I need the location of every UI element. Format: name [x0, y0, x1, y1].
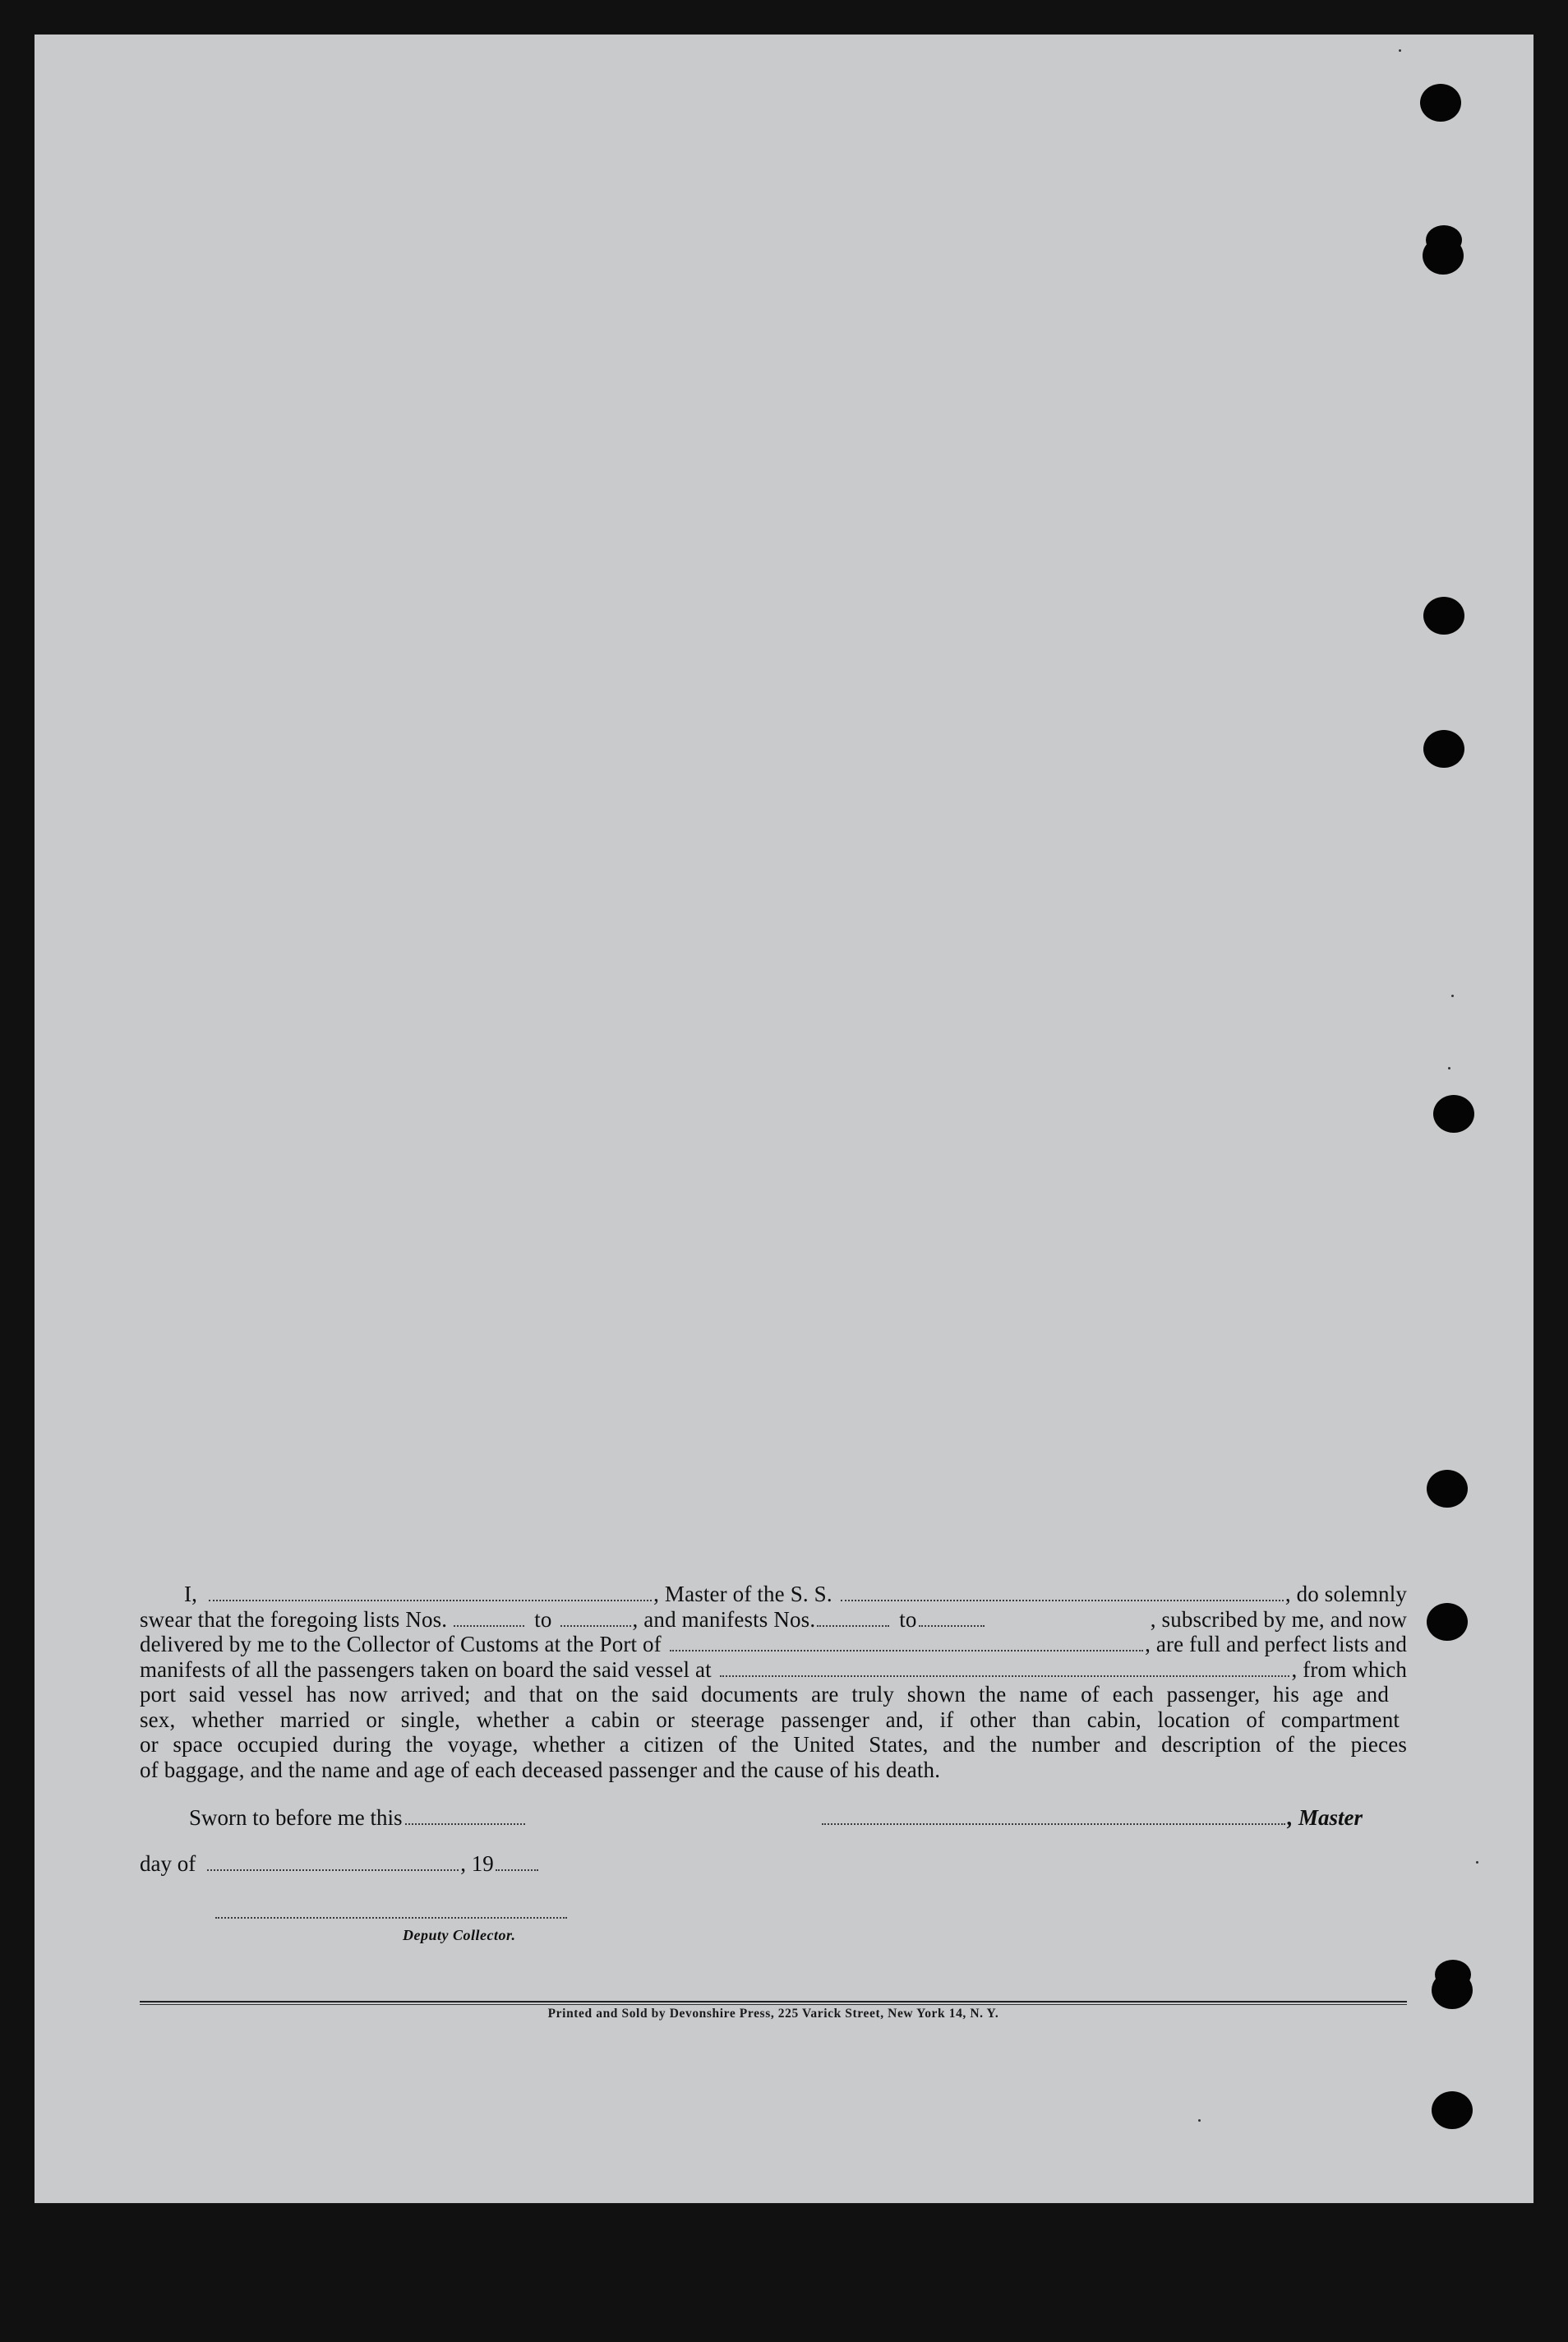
oath-text: sex, whether married or single, whether a cabin or steerage passenger and, if other than cabin, location of compartment — [140, 1707, 1400, 1732]
vessel-blank — [841, 1600, 1284, 1601]
oath-line — [140, 1707, 1407, 1733]
deputy-collector-label: Deputy Collector. — [403, 1927, 516, 1943]
printer-imprint: Printed and Sold by Devonshire Press, 225 Varick Street, New York 14, N. Y. — [547, 2007, 999, 2021]
departure-port-blank — [720, 1675, 1290, 1677]
oath-text: of baggage, and the name and age of each deceased passenger and the cause of his death. — [140, 1757, 941, 1782]
binder-hole — [1423, 597, 1464, 635]
list-from-blank — [454, 1625, 524, 1627]
oath-line — [140, 1632, 1407, 1657]
date-row — [140, 1851, 540, 1877]
oath-line — [140, 1657, 1407, 1683]
oath-line — [140, 1758, 1407, 1783]
oath-line — [140, 1682, 1407, 1707]
oath-text: to — [899, 1606, 917, 1632]
binder-hole — [1420, 84, 1461, 122]
scan-speck — [1476, 1861, 1478, 1864]
binder-hole — [1432, 1971, 1473, 2009]
binder-hole — [1427, 1603, 1468, 1641]
oath-text: , subscribed by me, and now — [1150, 1606, 1407, 1632]
oath-text: , Master of the S. S. — [653, 1582, 832, 1606]
footer-rule — [140, 2001, 1407, 2002]
manifest-from-blank — [817, 1625, 889, 1627]
scan-speck — [1399, 49, 1401, 52]
master-label: , Master — [1287, 1805, 1363, 1830]
oath-line — [140, 1582, 1407, 1607]
list-to-blank — [560, 1625, 631, 1627]
scan-speck — [1451, 995, 1454, 997]
oath-text: , from which — [1291, 1656, 1407, 1682]
name-blank — [209, 1600, 652, 1601]
binder-hole — [1427, 1470, 1468, 1508]
manifest-to-blank — [919, 1625, 985, 1627]
sworn-label: Sworn to before me this — [189, 1805, 403, 1830]
deputy-signature-blank — [215, 1917, 567, 1919]
month-blank — [207, 1869, 459, 1871]
sworn-day-blank — [405, 1823, 525, 1825]
oath-line — [140, 1607, 1407, 1633]
oath-text: to — [534, 1606, 552, 1632]
master-signature-blank — [822, 1823, 1285, 1825]
binder-hole — [1433, 1095, 1474, 1133]
scan-speck — [1448, 1067, 1450, 1069]
oath-paragraph — [140, 1582, 1407, 1782]
master-signature-row — [820, 1805, 1363, 1831]
scan-speck — [1198, 2119, 1201, 2122]
oath-text: I, — [184, 1582, 198, 1606]
oath-text: or space occupied during the voyage, whether a citizen of the United States, and the number and description of the pieces — [140, 1732, 1407, 1757]
sworn-row — [189, 1805, 527, 1831]
binder-hole — [1432, 2091, 1473, 2129]
year-prefix: , 19 — [460, 1851, 494, 1876]
oath-text: delivered by me to the Collector of Customs at the Port of — [140, 1632, 662, 1656]
binder-hole — [1423, 730, 1464, 768]
oath-text: , do solemnly — [1284, 1582, 1408, 1606]
oath-text: , are full and perfect lists and — [1145, 1632, 1407, 1656]
footer-rule — [140, 2004, 1407, 2005]
day-of-label: day of — [140, 1851, 196, 1876]
oath-text: , and manifests Nos. — [632, 1606, 816, 1632]
year-blank — [496, 1869, 538, 1871]
oath-text: swear that the foregoing lists Nos. — [140, 1606, 448, 1632]
oath-line — [140, 1732, 1407, 1758]
manifest-page — [35, 35, 1533, 2203]
binder-hole — [1423, 237, 1464, 275]
oath-text: port said vessel has now arrived; and that on the said documents are truly shown the name of each passenger, his age and — [140, 1682, 1389, 1707]
oath-text: manifests of all the passengers taken on board the said vessel at — [140, 1656, 712, 1682]
port-blank — [670, 1650, 1143, 1651]
